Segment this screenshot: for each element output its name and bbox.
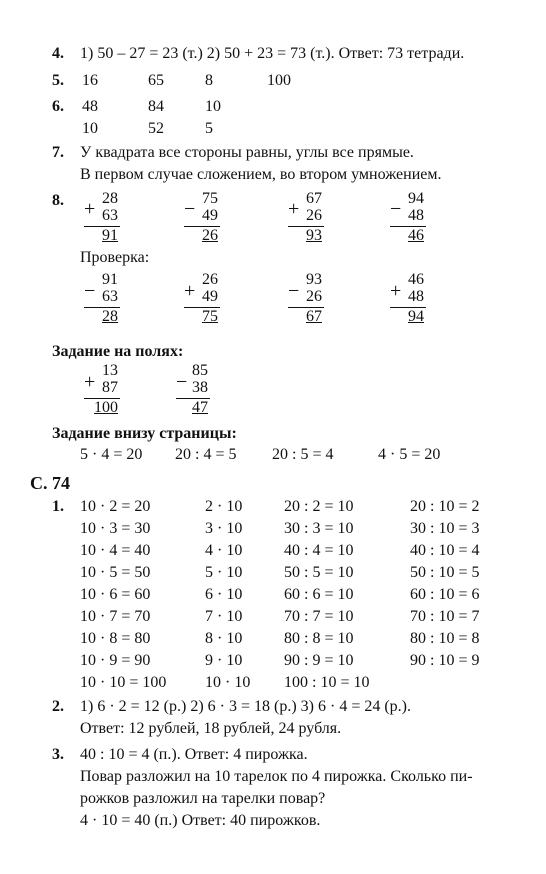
result: 46 <box>408 227 424 244</box>
operand: 85 <box>192 362 208 379</box>
operator-sign: − <box>390 198 402 220</box>
operand: 26 <box>306 288 322 305</box>
task-5-value: 8 <box>205 72 213 89</box>
operand: 49 <box>202 207 218 224</box>
result: 100 <box>94 399 118 416</box>
table-cell: 10 · 6 = 60 <box>80 586 151 603</box>
margin-task-title: Задание на полях: <box>52 343 184 360</box>
task-4-text: 1) 50 – 27 = 23 (т.) 2) 50 + 23 = 73 (т.). Ответ: 73 тетради. <box>80 45 465 62</box>
table-cell: 40 : 10 = 4 <box>410 542 480 559</box>
table-cell: 5 · 10 <box>205 564 243 581</box>
table-cell: 20 : 10 = 2 <box>410 498 480 515</box>
task-8-number: 8. <box>52 192 64 209</box>
table-cell: 2 · 10 <box>205 498 243 515</box>
task-6-value: 10 <box>82 120 98 137</box>
table-cell: 80 : 8 = 10 <box>284 630 354 647</box>
operand: 67 <box>306 190 322 207</box>
table-cell: 50 : 10 = 5 <box>410 564 480 581</box>
operand: 63 <box>102 288 118 305</box>
operand: 48 <box>408 288 424 305</box>
operator-sign: + <box>184 280 196 302</box>
table-cell: 10 · 8 = 80 <box>80 630 151 647</box>
table-cell: 70 : 10 = 7 <box>410 608 480 625</box>
task-7-line: В первом случае сложением, во втором умножением. <box>80 166 442 183</box>
table-cell: 3 · 10 <box>205 520 243 537</box>
bottom-task-item: 4 · 5 = 20 <box>378 446 441 463</box>
operand: 94 <box>408 190 424 207</box>
operand: 26 <box>306 207 322 224</box>
task-5-value: 65 <box>148 72 164 89</box>
table-cell: 10 · 9 = 90 <box>80 652 151 669</box>
section-title: С. 74 <box>30 473 70 493</box>
s3-line: рожков разложил на тарелки повар? <box>80 790 326 807</box>
operator-sign: − <box>288 280 300 302</box>
table-cell: 90 : 9 = 10 <box>284 652 354 669</box>
table-cell: 6 · 10 <box>205 586 243 603</box>
table-cell: 60 : 10 = 6 <box>410 586 480 603</box>
operator-sign: − <box>84 280 96 302</box>
table-cell: 20 : 2 = 10 <box>284 498 354 515</box>
operand: 48 <box>408 207 424 224</box>
table-cell: 60 : 6 = 10 <box>284 586 354 603</box>
operator-sign: + <box>84 198 96 220</box>
result: 93 <box>306 227 322 244</box>
table-cell: 7 · 10 <box>205 608 243 625</box>
bottom-task-title: Задание внизу страницы: <box>52 425 237 442</box>
operand: 63 <box>102 207 118 224</box>
task-6-number: 6. <box>52 98 64 115</box>
task-5-number: 5. <box>52 72 64 89</box>
operand: 91 <box>102 271 118 288</box>
check-label: Проверка: <box>80 249 150 266</box>
table-cell: 10 · 10 <box>205 674 251 691</box>
s3-line: 4 · 10 = 40 (п.) Ответ: 40 пирожков. <box>80 812 321 829</box>
operand: 49 <box>202 288 218 305</box>
table-cell: 30 : 10 = 3 <box>410 520 480 537</box>
table-cell: 9 · 10 <box>205 652 243 669</box>
table-cell: 10 · 10 = 100 <box>80 674 167 691</box>
task-6-value: 84 <box>148 98 164 115</box>
task-6-value: 48 <box>82 98 98 115</box>
task-5-value: 16 <box>82 72 98 89</box>
operator-sign: + <box>390 280 402 302</box>
task-4-number: 4. <box>52 45 64 62</box>
table-cell: 100 : 10 = 10 <box>284 674 370 691</box>
bottom-task-item: 20 : 4 = 5 <box>175 446 237 463</box>
result: 67 <box>306 308 322 325</box>
s3-line: 40 : 10 = 4 (п.). Ответ: 4 пирожка. <box>80 746 308 763</box>
s3-number: 3. <box>52 746 64 763</box>
s3-line: Повар разложил на 10 тарелок по 4 пирожка. Сколько пи- <box>80 768 473 785</box>
operand: 75 <box>202 190 218 207</box>
table-cell: 10 · 4 = 40 <box>80 542 151 559</box>
operand: 87 <box>102 379 118 396</box>
s2-line: Ответ: 12 рублей, 18 рублей, 24 рубля. <box>80 720 342 737</box>
operator-sign: − <box>184 198 196 220</box>
table-cell: 8 · 10 <box>205 630 243 647</box>
s2-number: 2. <box>52 698 64 715</box>
bottom-task-item: 5 · 4 = 20 <box>80 446 143 463</box>
task-7-line: У квадрата все стороны равны, углы все прямые. <box>80 144 414 161</box>
operand: 46 <box>408 271 424 288</box>
table-cell: 30 : 3 = 10 <box>284 520 354 537</box>
table-cell: 80 : 10 = 8 <box>410 630 480 647</box>
table-cell: 50 : 5 = 10 <box>284 564 354 581</box>
s2-line: 1) 6 · 2 = 12 (р.) 2) 6 · 3 = 18 (р.) 3) 6 · 4 = 24 (р.). <box>80 698 412 715</box>
table-cell: 10 · 7 = 70 <box>80 608 151 625</box>
task-6-value: 5 <box>205 120 213 137</box>
table-cell: 10 · 5 = 50 <box>80 564 151 581</box>
task-6-value: 10 <box>205 98 221 115</box>
table-cell: 90 : 10 = 9 <box>410 652 480 669</box>
operator-sign: + <box>84 371 96 393</box>
s1-number: 1. <box>52 498 64 515</box>
result: 94 <box>408 308 424 325</box>
result: 91 <box>102 227 118 244</box>
result: 28 <box>102 308 118 325</box>
operand: 38 <box>192 379 208 396</box>
operand: 26 <box>202 271 218 288</box>
operator-sign: − <box>176 371 188 393</box>
operator-sign: + <box>288 198 300 220</box>
operand: 28 <box>102 190 118 207</box>
result: 47 <box>192 399 208 416</box>
task-6-value: 52 <box>148 120 164 137</box>
result: 26 <box>202 227 218 244</box>
bottom-task-item: 20 : 5 = 4 <box>272 446 334 463</box>
task-5-value: 100 <box>267 72 291 89</box>
table-cell: 10 · 3 = 30 <box>80 520 151 537</box>
table-cell: 10 · 2 = 20 <box>80 498 151 515</box>
table-cell: 40 : 4 = 10 <box>284 542 354 559</box>
operand: 13 <box>102 362 118 379</box>
table-cell: 4 · 10 <box>205 542 243 559</box>
task-7-number: 7. <box>52 144 64 161</box>
result: 75 <box>202 308 218 325</box>
operand: 93 <box>306 271 322 288</box>
table-cell: 70 : 7 = 10 <box>284 608 354 625</box>
